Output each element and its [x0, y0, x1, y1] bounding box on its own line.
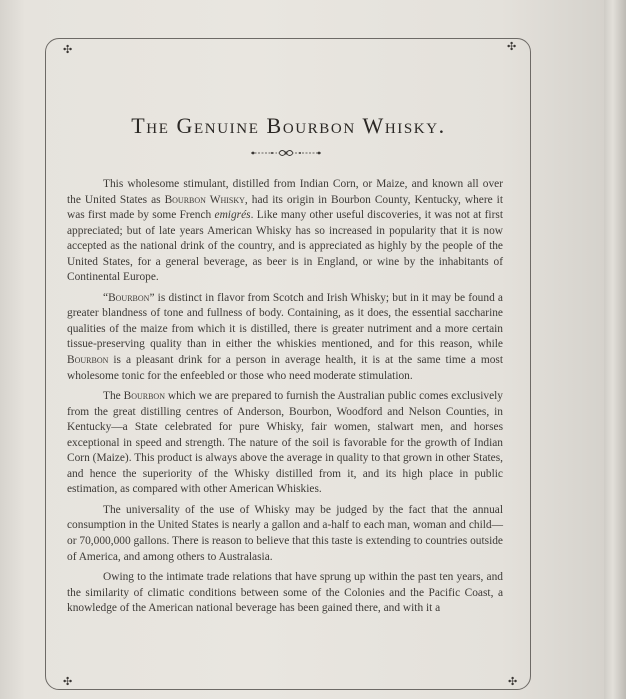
paragraph-3: The Bourbon which we are prepared to furnish the Australian public comes exclusively from the great distilling centres of Anderson, Bourbon, Woodford and Nelson Counties, in Kentucky—a State celebrated for pure Whisky, fair women, stalwart men, and horses exceptional in speed and strength. The nature of the soil is favorable for the growth of Indian Corn (Maize). This product is always above the average in quality to that grown in other States, and hence the superiority of the Whisky distilled from it, and its high place in public estimation, as compared with other American Whiskies. [67, 390, 503, 496]
paragraph-4: The universality of the use of Whisky may be judged by the fact that the annual consumption in the United States is nearly a gallon and a-half to each man, woman and child—or 70,000,000 gallons. There is reason to believe that this taste is extending to countries outside of America, and among others to Australasia. [67, 503, 503, 563]
title-ornament-icon [249, 146, 323, 160]
page-edge [604, 0, 626, 699]
paragraph-5: Owing to the intimate trade relations that have sprung up within the past ten years, and the similarity of climatic conditions between some of the Colonies and the Pacific Coast, a knowledge of the American national beverage has been gained there, and with it a [67, 571, 503, 615]
page-title: The Genuine Bourbon Whisky. [131, 113, 446, 138]
paragraph-2: “Bourbon” is distinct in flavor from Scotch and Irish Whisky; but in it may be found a greater blandness of tone and fullness of body. Containing, as it does, the essential saccharine qualities of the maize from which it is distilled, there is greater nutriment and a more certain tissue-preserving quality than in either the whiskies mentioned, and for this reason, while Bourbon is a pleasant drink for a person in average health, it is at the same time a most wholesome tonic for the enfeebled or those who need moderate stimulation. [67, 291, 503, 382]
paragraph-1: This wholesome stimulant, distilled from Indian Corn, or Maize, and known all over the United States as Bourbon Whisky, had its origin in Bourbon County, Kentucky, where it was first made by some French emigrés. Like many other useful discoveries, it was not at first appreciated; but of late years American Whisky has so increased in popularity that it is now accepted as the national drink of the country, and is appreciated as highly by the people of the United States, for a general beverage, as beer is in England, or wine by the inhabitants of Continental Europe. [67, 178, 503, 284]
corner-ornament-top-right: ✣ [507, 41, 517, 53]
body-text [67, 177, 503, 622]
corner-ornament-bottom-left: ✣ [63, 676, 73, 688]
corner-ornament-bottom-right: ✣ [508, 676, 518, 688]
corner-ornament-top-left: ✣ [63, 44, 73, 56]
